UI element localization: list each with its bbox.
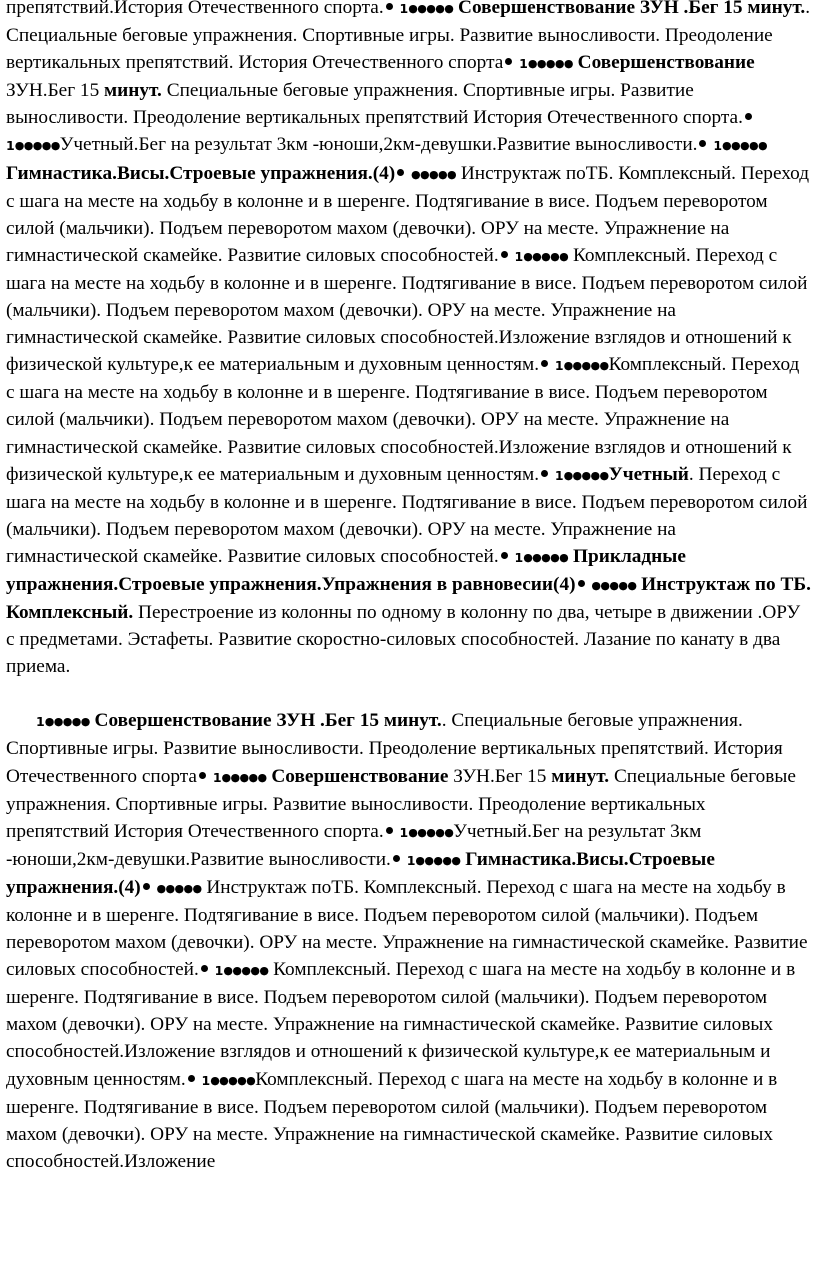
text-run: Инструктаж поТБ. — [206, 876, 359, 898]
mark-one: 1 — [514, 549, 524, 565]
mark-one: 1 — [214, 963, 224, 979]
text-run: Учетный.Бег на результат 3км -юноши,2км-девушки.Развитие выносливости. — [59, 134, 698, 156]
dots-icon: ●●●●● — [527, 57, 573, 71]
text-run: Перестроение из колонны по одному в колонну по два, четыре в движении .ОРУ с предметами. Эстафеты. Развитие скоростно-силовых способностей. Лазание по канату в два приема. — [6, 602, 801, 678]
text-run: Учетный.Бег на результат 3км -юноши,2км-девушки.Развитие выносливости. — [6, 820, 702, 870]
bullet-icon — [188, 1075, 195, 1082]
text-run: . Специальные беговые упражнения. Спортивные игры. Развитие выносливости. Преодоление вертикальных препятствий. История Отечественного спорта — [6, 0, 811, 74]
mark-one: 1 — [201, 1072, 211, 1088]
dots-icon: ●●●●● — [563, 468, 609, 482]
text-run: Комплексный. Переход с шага на месте на ходьбу в колонне и в шеренге. Подтягивание в висе. Подъем переворотом силой (мальчики). Подъем переворотом махом (девочки). ОРУ на месте. Упражнение на гимнастической скамейке. Развитие силовых способностей.Изложение взглядов и отношений к физической культуре,к ее материальным и духовным ценностям. — [6, 959, 796, 1090]
bullet-icon — [397, 169, 404, 176]
text-run-bold: Совершенствование — [577, 52, 755, 74]
mark-one: 1 — [514, 248, 524, 264]
bullet-icon — [386, 827, 393, 834]
bullet-icon — [501, 552, 508, 559]
bullet-icon — [505, 58, 512, 65]
text-run: Комплексный. Переход с шага на месте на ходьбу в колонне и в шеренге. Подтягивание в висе. Подъем переворотом силой (мальчики). Подъем переворотом махом (девочки). ОРУ на месте. Упражнение на гимнастической скамейке. Развитие силовых способностей.Изложение взглядов и отношений к физической культуре,к ее материальным и духовным ценностям. — [6, 244, 808, 376]
text-run-bold: Совершенствование ЗУН .Бег 15 минут. — [458, 0, 806, 18]
text-run: Специальные беговые упражнения. Спортивные игры. Развитие выносливости. Преодоление вертикальных препятствий История Отечественного спорта. — [6, 80, 743, 129]
mark-one: 1 — [406, 852, 416, 868]
dots-icon: ●●●●● — [415, 853, 461, 867]
dots-icon: ●●●●● — [210, 1073, 256, 1087]
text-run: препятствий.История Отечественного спорта. — [6, 0, 384, 18]
mark-one: 1 — [554, 358, 564, 374]
paragraph-1 — [6, 0, 812, 680]
mark-one: 1 — [519, 56, 528, 72]
dots-icon: ●●●●● — [722, 139, 768, 153]
mark-one: 1 — [399, 1, 409, 16]
text-run: ЗУН.Бег 15 — [6, 80, 100, 102]
paragraph-2 — [6, 707, 812, 1175]
text-run: Комплексный. Переход с шага на месте на ходьбу в колонне и в шеренге. Подтягивание в висе. Подъем переворотом силой (мальчики). Подъем переворотом махом (девочки). ОРУ на месте. Упражнение на гимнастической скамейке. Развитие силовых способностей. — [6, 876, 808, 981]
bullet-icon — [143, 883, 150, 890]
bullet-icon — [199, 772, 206, 779]
dots-icon: ●●●●● — [523, 249, 569, 263]
text-run: Специальные беговые упражнения. Спортивные игры. Развитие выносливости. Преодоление вертикальных препятствий История Отечественного спорта. — [6, 765, 796, 842]
mark-one: 1 — [212, 769, 222, 785]
bullet-icon — [578, 580, 585, 587]
text-run-bold: Инструктаж по ТБ. Комплексный. — [6, 573, 811, 624]
text-run: Комплексный. Переход с шага на месте на ходьбу в колонне и в шеренге. Подтягивание в висе. Подъем переворотом силой (мальчики). Подъем переворотом махом (девочки). ОРУ на месте. Упражнение на гимнастической скамейке. Развитие силовых способностей.Изложение взглядов и отношений к физической культуре,к ее материальным и духовным ценностям. — [6, 354, 800, 485]
bullet-icon — [541, 470, 548, 477]
text-run: . Специальные беговые упражнения. Спортивные игры. Развитие выносливости. Преодоление вертикальных препятствий. История Отечественного спорта — [6, 710, 783, 787]
mark-one: 1 — [713, 138, 723, 154]
text-run-bold: Прикладные упражнения.Строевые упражнения.Упражнения в равновесии(4) — [6, 545, 686, 595]
bullet-icon — [393, 855, 400, 862]
text-run-bold: Гимнастика.Висы.Строевые упражнения.(4) — [6, 162, 396, 184]
dots-icon: ●●●●● — [523, 550, 569, 564]
dots-icon: ●●●●● — [591, 578, 637, 592]
dots-icon: ●●●●● — [44, 715, 90, 729]
dots-icon: ●●●●● — [411, 167, 457, 181]
text-run-bold: Совершенствование — [271, 765, 449, 787]
text-run-bold: Гимнастика.Висы.Строевые упражнения.(4) — [6, 848, 715, 898]
mark-one: 1 — [6, 138, 15, 154]
dots-icon: ●●●●● — [156, 881, 202, 895]
mark-one: 1 — [554, 467, 564, 483]
bullet-icon — [541, 360, 548, 367]
text-run-bold: Учетный — [608, 463, 689, 485]
bullet-icon — [386, 3, 393, 10]
dots-icon: ●●●●● — [14, 139, 60, 153]
bullet-icon — [501, 251, 508, 258]
dots-icon: ●●●●● — [223, 964, 269, 978]
bullet-icon — [201, 965, 208, 972]
text-run-bold: Совершенствование ЗУН .Бег 15 минут. — [94, 710, 442, 732]
bullet-icon — [745, 113, 752, 120]
text-run: . Переход с шага на месте на ходьбу в колонне и в шеренге. Подтягивание в висе. Подъем переворотом силой (мальчики). Подъем переворотом махом (девочки). ОРУ на месте. Упражнение на гимнастической скамейке. Развитие силовых способностей. — [6, 463, 808, 567]
dots-icon: ●●●●● — [408, 825, 454, 839]
mark-one: 1 — [399, 824, 409, 840]
dots-icon: ●●●●● — [563, 359, 609, 373]
dots-icon: ●●●●● — [221, 770, 267, 784]
text-run-bold: минут. — [551, 765, 610, 787]
mark-one: 1 — [36, 714, 45, 730]
bullet-icon — [699, 140, 706, 147]
text-run: Инструктаж поТБ. Комплексный. Переход с шага на месте на ходьбу в колонне и в шеренге. Подтягивание в висе. Подъем переворотом силой (мальчики). Подъем переворотом махом (девочки). ОРУ на месте. Упражнение на гимнастической скамейке. Развитие силовых способностей. — [6, 162, 810, 266]
dots-icon: ●●●●● — [408, 2, 454, 15]
text-run: Комплексный. Переход с шага на месте на ходьбу в колонне и в шеренге. Подтягивание в висе. Подъем переворотом силой (мальчики). Подъем переворотом махом (девочки). ОРУ на месте. Упражнение на гимнастической скамейке. Развитие силовых способностей.Изложение — [6, 1068, 778, 1172]
text-run-bold: минут. — [104, 80, 162, 102]
text-run: ЗУН.Бег 15 — [453, 765, 547, 787]
